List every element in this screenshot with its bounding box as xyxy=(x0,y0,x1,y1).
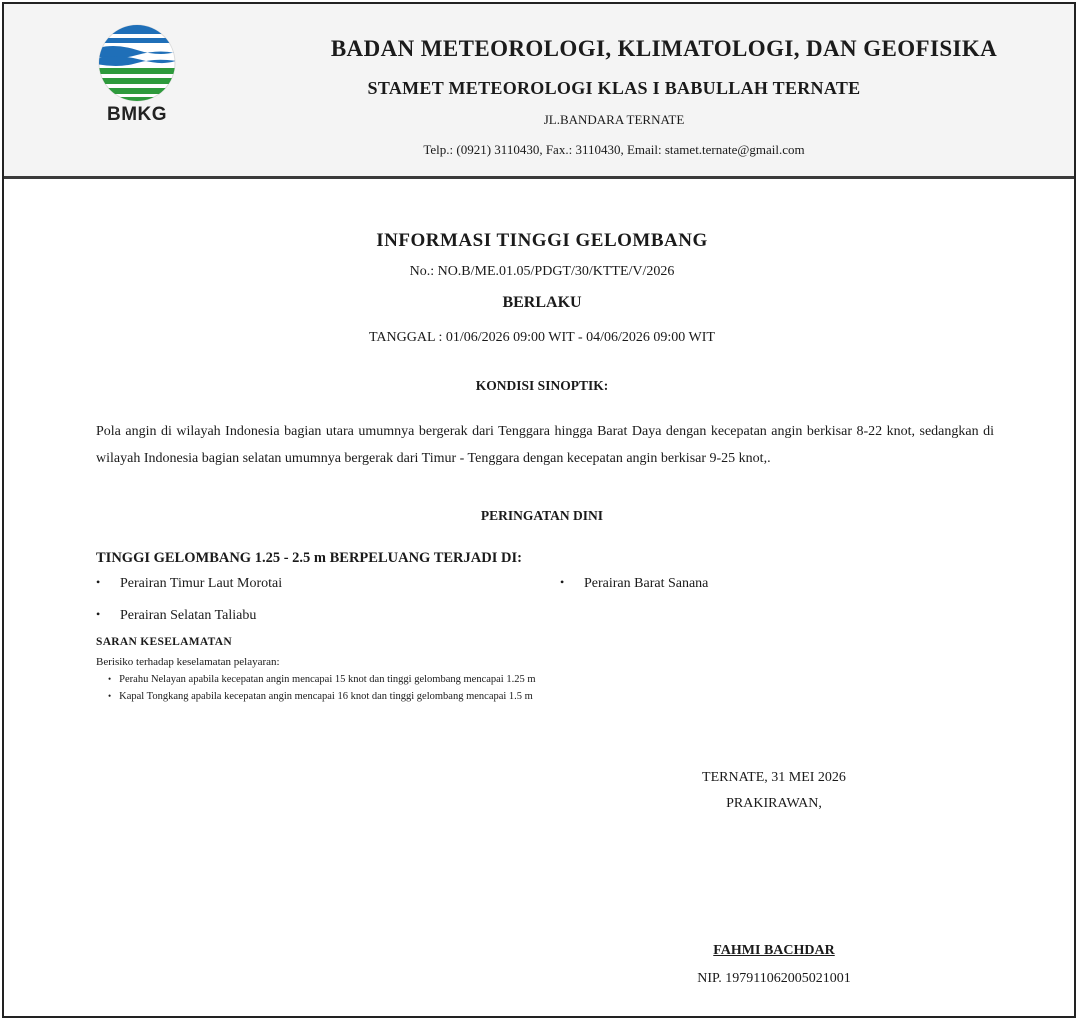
early-warning-heading: PERINGATAN DINI xyxy=(480,508,604,523)
safety-intro: Berisiko terhadap keselamatan pelayaran: xyxy=(96,656,280,668)
validity-label: BERLAKU xyxy=(502,294,582,311)
station-address: JL.BANDARA TERNATE xyxy=(543,112,685,127)
signature-role: PRAKIRAWAN, xyxy=(726,796,822,811)
list-item xyxy=(560,575,709,592)
bmkg-emblem-icon xyxy=(92,22,182,104)
bullet-icon: • xyxy=(560,575,565,589)
bullet-icon: • xyxy=(96,575,101,589)
area-name: Perairan Selatan Taliabu xyxy=(120,608,257,623)
bmkg-logo xyxy=(92,22,182,132)
safety-heading: SARAN KESELAMATAN xyxy=(96,636,232,648)
safety-item-text: Perahu Nelayan apabila kecepatan angin mencapai 15 knot dan tinggi gelombang mencapai 1.25 m xyxy=(119,674,536,685)
safety-item-text: Kapal Tongkang apabila kecepatan angin mencapai 16 knot dan tinggi gelombang mencapai 1.5 m xyxy=(119,691,533,702)
letterhead xyxy=(4,4,1074,179)
document-page xyxy=(2,2,1076,1018)
station-name: STAMET METEOROLOGI KLAS I BABULLAH TERNATE xyxy=(367,78,861,98)
list-item xyxy=(96,607,257,624)
synoptic-text: Pola angin di wilayah Indonesia bagian utara umumnya bergerak dari Tenggara hingga Barat Daya dengan kecepatan angin berkisar 8-22 knot, sedangkan di wilayah Indonesia bagian selatan umumnya bergerak dari Timur - Tenggara dengan kecepatan angin berkisar 9-25 knot,. xyxy=(96,424,994,466)
bullet-icon: • xyxy=(108,691,112,701)
list-item xyxy=(108,691,533,702)
bullet-icon: • xyxy=(108,674,112,684)
area-name: Perairan Timur Laut Morotai xyxy=(120,576,283,591)
document-number: No.: NO.B/ME.01.05/PDGT/30/KTTE/V/2026 xyxy=(409,264,675,279)
signatory-name: FAHMI BACHDAR xyxy=(713,943,835,958)
list-item xyxy=(108,674,536,685)
bullet-icon: • xyxy=(96,607,101,621)
area-name: Perairan Barat Sanana xyxy=(584,576,709,591)
document-title: INFORMASI TINGGI GELOMBANG xyxy=(376,230,708,251)
agency-name: BADAN METEOROLOGI, KLIMATOLOGI, DAN GEOFISIKA xyxy=(330,36,998,61)
validity-date-range: TANGGAL : 01/06/2026 09:00 WIT - 04/06/2026 09:00 WIT xyxy=(368,330,715,345)
station-contact: Telp.: (0921) 3110430, Fax.: 3110430, Email: stamet.ternate@gmail.com xyxy=(423,142,805,157)
synoptic-heading: KONDISI SINOPTIK: xyxy=(475,378,609,393)
list-item xyxy=(96,575,283,592)
signature-place-date: TERNATE, 31 MEI 2026 xyxy=(702,770,846,785)
logo-text: BMKG xyxy=(106,104,168,125)
wave-height-heading: TINGGI GELOMBANG 1.25 - 2.5 m BERPELUANG TERJADI DI: xyxy=(96,550,522,566)
signatory-nip: NIP. 197911062005021001 xyxy=(697,971,851,986)
